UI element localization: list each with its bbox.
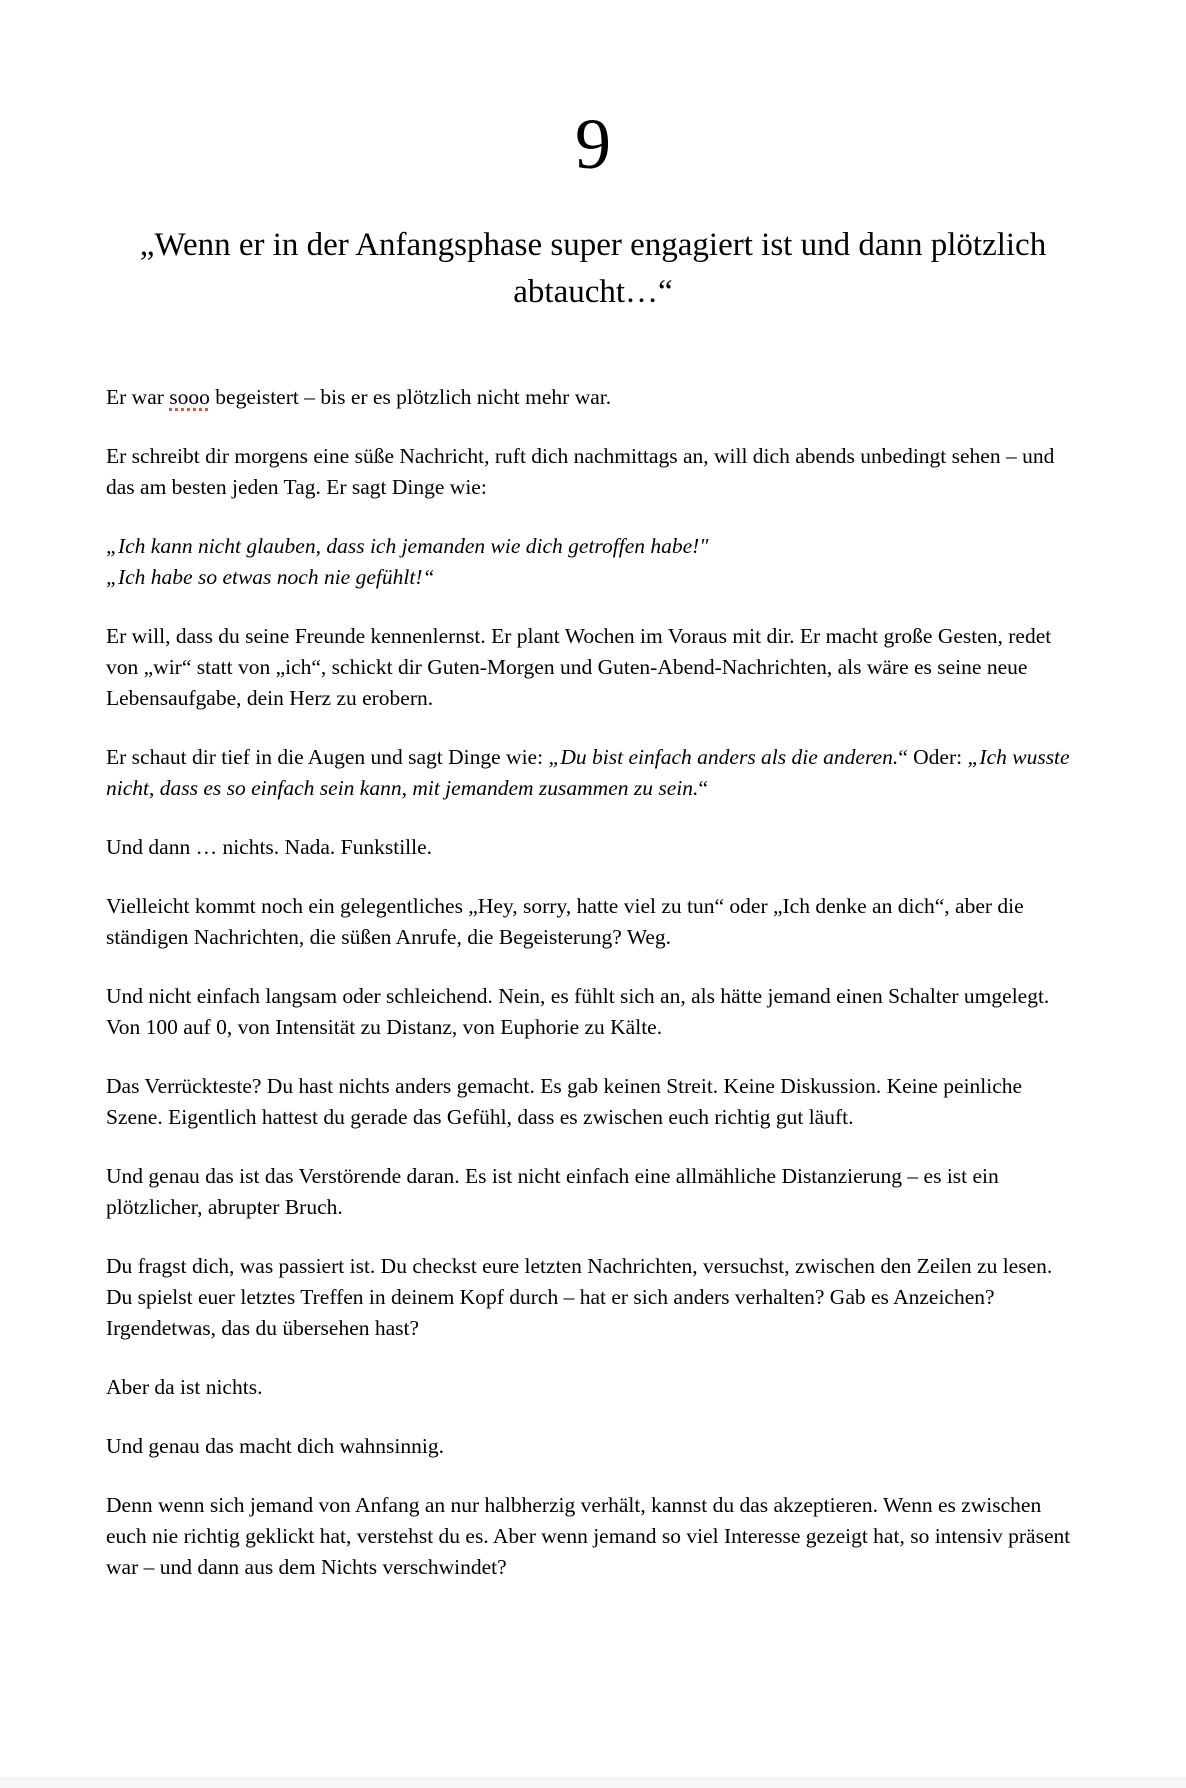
document-body[interactable] bbox=[106, 382, 1080, 1583]
text-run: Vielleicht kommt noch ein gelegentliches „Hey, sorry, hatte viel zu tun“ oder „Ich denke an dich“, aber die ständigen Nachrichten, die süßen Anrufe, die Begeisterung? Weg. bbox=[106, 894, 1024, 949]
text-run: Er schaut dir tief in die Augen und sagt Dinge wie: bbox=[106, 745, 549, 769]
paragraph[interactable] bbox=[106, 621, 1080, 714]
paragraph[interactable] bbox=[106, 1490, 1080, 1583]
document-page bbox=[0, 104, 1186, 1583]
text-run: Und genau das macht dich wahnsinnig. bbox=[106, 1434, 444, 1458]
paragraph[interactable] bbox=[106, 742, 1080, 804]
paragraph[interactable] bbox=[106, 1251, 1080, 1344]
paragraph[interactable] bbox=[106, 891, 1080, 953]
text-run: “ bbox=[698, 776, 708, 800]
text-run: Das Verrückteste? Du hast nichts anders gemacht. Es gab keinen Streit. Keine Diskussion. Keine peinliche Szene. Eigentlich hattest du gerade das Gefühl, dass es zwischen euch richtig gut läuft. bbox=[106, 1074, 1023, 1129]
text-run: Denn wenn sich jemand von Anfang an nur halbherzig verhält, kannst du das akzeptieren. Wenn es zwischen euch nie richtig geklickt hat, verstehst du es. Aber wenn jemand so viel Interesse gezeigt hat, so intensiv präsent war – und dann aus dem Nichts verschwindet? bbox=[106, 1493, 1071, 1579]
paragraph[interactable] bbox=[106, 441, 1080, 503]
chapter-number: 9 bbox=[575, 104, 611, 184]
paragraph[interactable] bbox=[106, 531, 1080, 593]
paragraph[interactable] bbox=[106, 382, 1080, 413]
text-run: Er will, dass du seine Freunde kennenlernst. Er plant Wochen im Voraus mit dir. Er macht große Gesten, redet von „wir“ statt von „ich“, schickt dir Guten-Morgen und Guten-Abend-Nachrichten, als wäre es seine neue Lebensaufgabe, dein Herz zu erobern. bbox=[106, 624, 1052, 710]
text-run: Und dann … nichts. Nada. Funkstille. bbox=[106, 835, 433, 859]
paragraph[interactable] bbox=[106, 832, 1080, 863]
misspelled-word: sooo bbox=[169, 385, 210, 409]
paragraph[interactable] bbox=[106, 1161, 1080, 1223]
document-viewport bbox=[0, 104, 1186, 1788]
quote-text: „Ich wusste nicht, dass es so einfach sein kann, mit jemandem zusammen zu sein. bbox=[106, 745, 1070, 800]
text-run: Aber da ist nichts. bbox=[106, 1375, 263, 1399]
paragraph[interactable] bbox=[106, 1431, 1080, 1462]
text-run: “ Oder: bbox=[898, 745, 968, 769]
text-run: Und nicht einfach langsam oder schleichend. Nein, es fühlt sich an, als hätte jemand einen Schalter umgelegt. Von 100 auf 0, von Intensität zu Distanz, von Euphorie zu Kälte. bbox=[106, 984, 1050, 1039]
paragraph[interactable] bbox=[106, 981, 1080, 1043]
page-break-edge bbox=[0, 1778, 1186, 1788]
quote-text: „Du bist einfach anders als die anderen. bbox=[548, 745, 899, 769]
text-run: Er schreibt dir morgens eine süße Nachricht, ruft dich nachmittags an, will dich abends unbedingt sehen – und das am besten jeden Tag. Er sagt Dinge wie: bbox=[106, 444, 1055, 499]
quote-text: „Ich habe so etwas noch nie gefühlt!“ bbox=[106, 565, 435, 589]
quote-text: „Ich kann nicht glauben, dass ich jemanden wie dich getroffen habe!" bbox=[106, 534, 709, 558]
paragraph[interactable] bbox=[106, 1071, 1080, 1133]
paragraph[interactable] bbox=[106, 1372, 1080, 1403]
chapter-title: „Wenn er in der Anfangsphase super engagiert ist und dann plötzlich abtaucht…“ bbox=[139, 227, 1047, 310]
text-run: Du fragst dich, was passiert ist. Du checkst eure letzten Nachrichten, versuchst, zwischen den Zeilen zu lesen. Du spielst euer letztes Treffen in deinem Kopf durch – hat er sich anders verhalten? Gab es Anzeichen? Irgendetwas, das du übersehen hast? bbox=[106, 1254, 1053, 1340]
text-run: Er war bbox=[106, 385, 170, 409]
text-run: Und genau das ist das Verstörende daran. Es ist nicht einfach eine allmähliche Distanzierung – es ist ein plötzlicher, abrupter Bruch. bbox=[106, 1164, 999, 1219]
text-run: begeistert – bis er es plötzlich nicht mehr war. bbox=[209, 385, 612, 409]
